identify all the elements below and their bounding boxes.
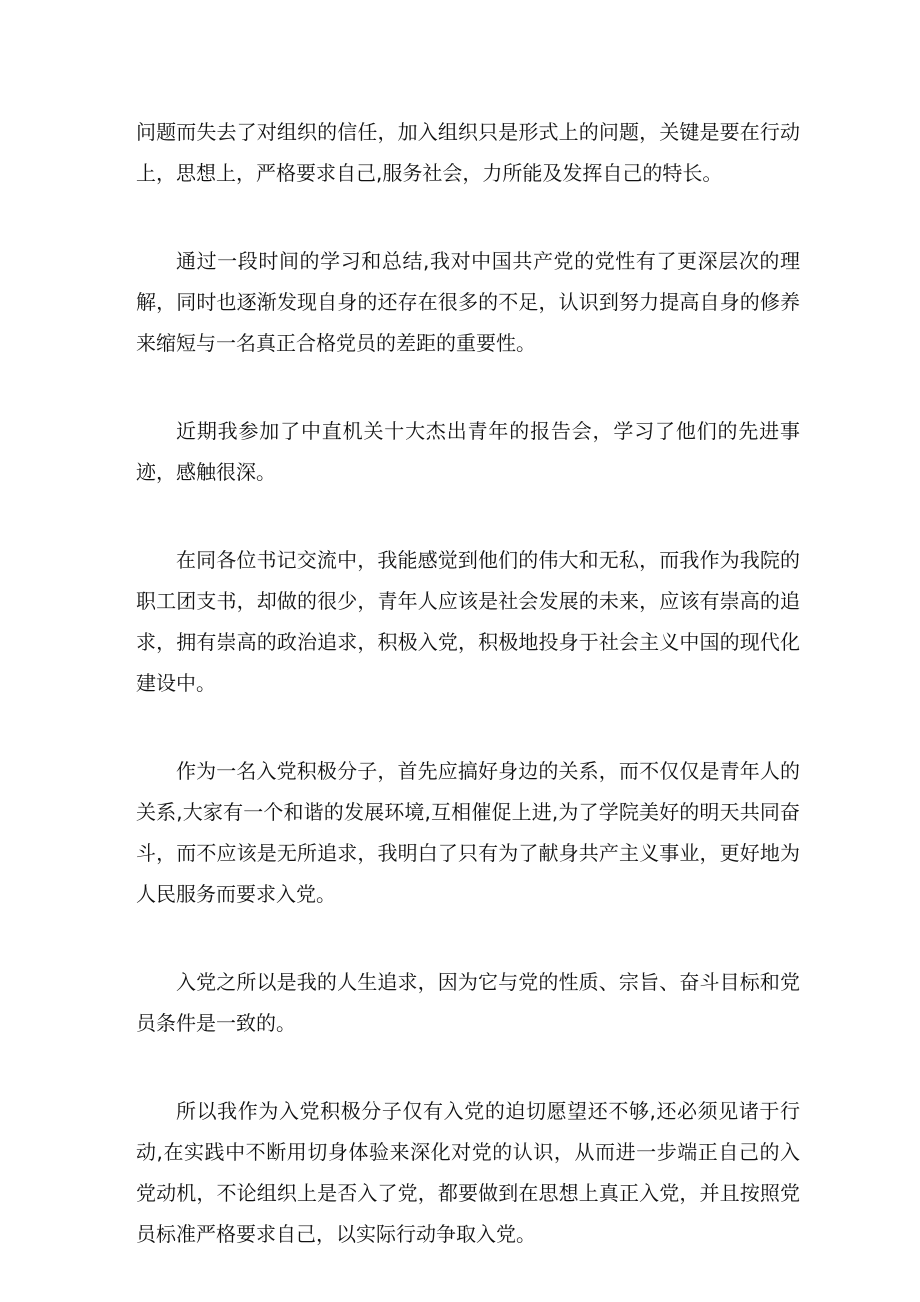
paragraph-4: 在同各位书记交流中，我能感觉到他们的伟大和无私，而我作为我院的职工团支书，却做的很少，青年人应该是社会发展的未来，应该有崇高的追求，拥有崇高的政治追求，积极入党，积极地投身于社会主义中国的现代化建设中。: [136, 548, 800, 695]
paragraph-5: 作为一名入党积极分子，首先应搞好身边的关系，而不仅仅是青年人的关系,大家有一个和谐的发展环境,互相催促上进,为了学院美好的明天共同奋斗，而不应该是无所追求，我明白了只有为了献身共产主义事业，更好地为人民服务而要求入党。: [136, 759, 800, 906]
paragraph-2: 通过一段时间的学习和总结,我对中国共产党的党性有了更深层次的理解，同时也逐渐发现自身的还存在很多的不足，认识到努力提高自身的修养来缩短与一名真正合格党员的差距的重要性。: [136, 249, 800, 355]
paragraph-1: 问题而失去了对组织的信任，加入组织只是形式上的问题，关键是要在行动上，思想上，严格要求自己,服务社会，力所能及发挥自己的特长。: [136, 120, 800, 185]
paragraph-6: 入党之所以是我的人生追求，因为它与党的性质、宗旨、奋斗目标和党员条件是一致的。: [136, 970, 800, 1035]
paragraph-7: 所以我作为入党积极分子仅有入党的迫切愿望还不够,还必须见诸于行动,在实践中不断用切身体验来深化对党的认识，从而进一步端正自己的入党动机，不论组织上是否入了党，都要做到在思想上真正入党，并且按照党员标准严格要求自己，以实际行动争取入党。: [136, 1099, 800, 1246]
paragraph-3: 近期我参加了中直机关十大杰出青年的报告会，学习了他们的先进事迹，感触很深。: [136, 419, 800, 484]
document-body: [136, 112, 800, 1302]
